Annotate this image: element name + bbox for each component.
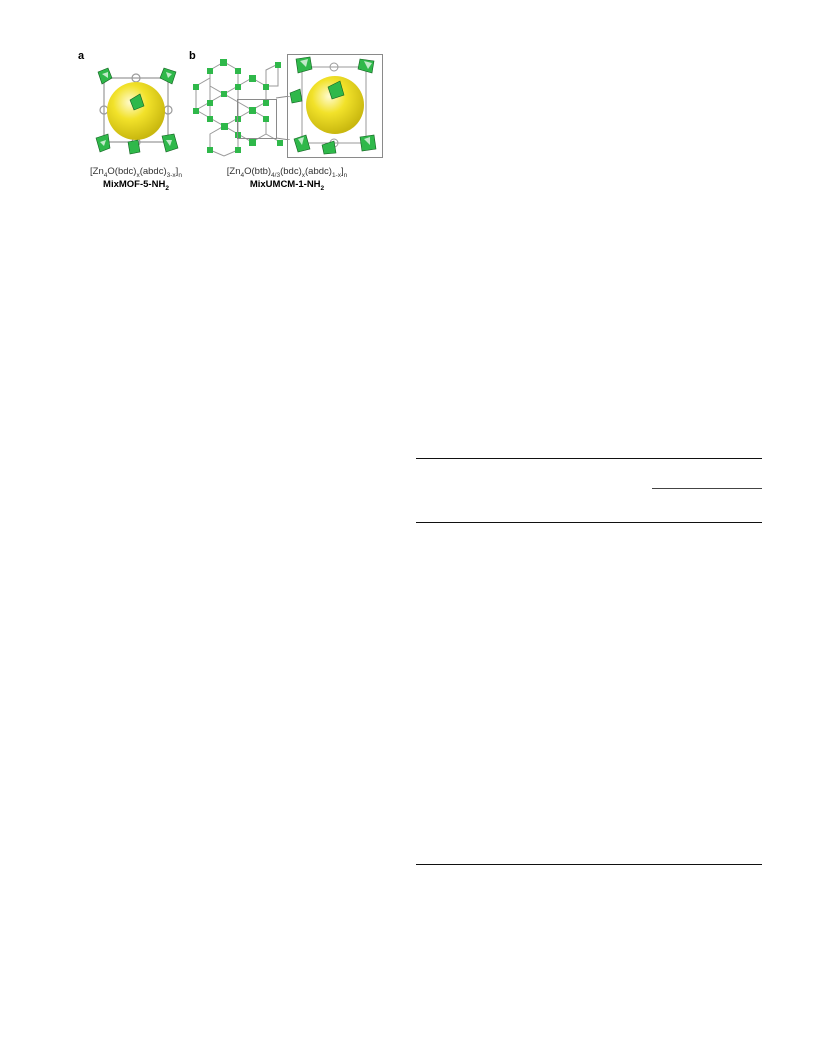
zoom-region-box [237, 99, 277, 139]
zoom-inset-frame [287, 54, 383, 158]
panel-b-letter: b [189, 50, 196, 62]
table-top-rule [416, 458, 762, 459]
panel-a-name: MixMOF-$5-NH_2$ [103, 179, 169, 192]
mixumcm-1-nh2-pore-image [288, 55, 381, 156]
panel-b-name: MixUMCM-$1-NH_2$ [249, 179, 325, 192]
table-group-header-rule [652, 488, 762, 489]
panel-a-letter: a [78, 50, 85, 62]
table-bottom-rule [416, 864, 762, 865]
panel-b-formula: $[Zn_4O(btb)_{4/3}(bdc)_x(abdc)_{1-x}]_n$ [226, 166, 348, 179]
mixmof-5-nh2-structure-image [88, 62, 184, 158]
table-header-bottom-rule [416, 522, 762, 523]
panel-a-formula: $[Zn_4O(bdc)_x(abdc)_{3-x}]_n$ [90, 166, 182, 179]
